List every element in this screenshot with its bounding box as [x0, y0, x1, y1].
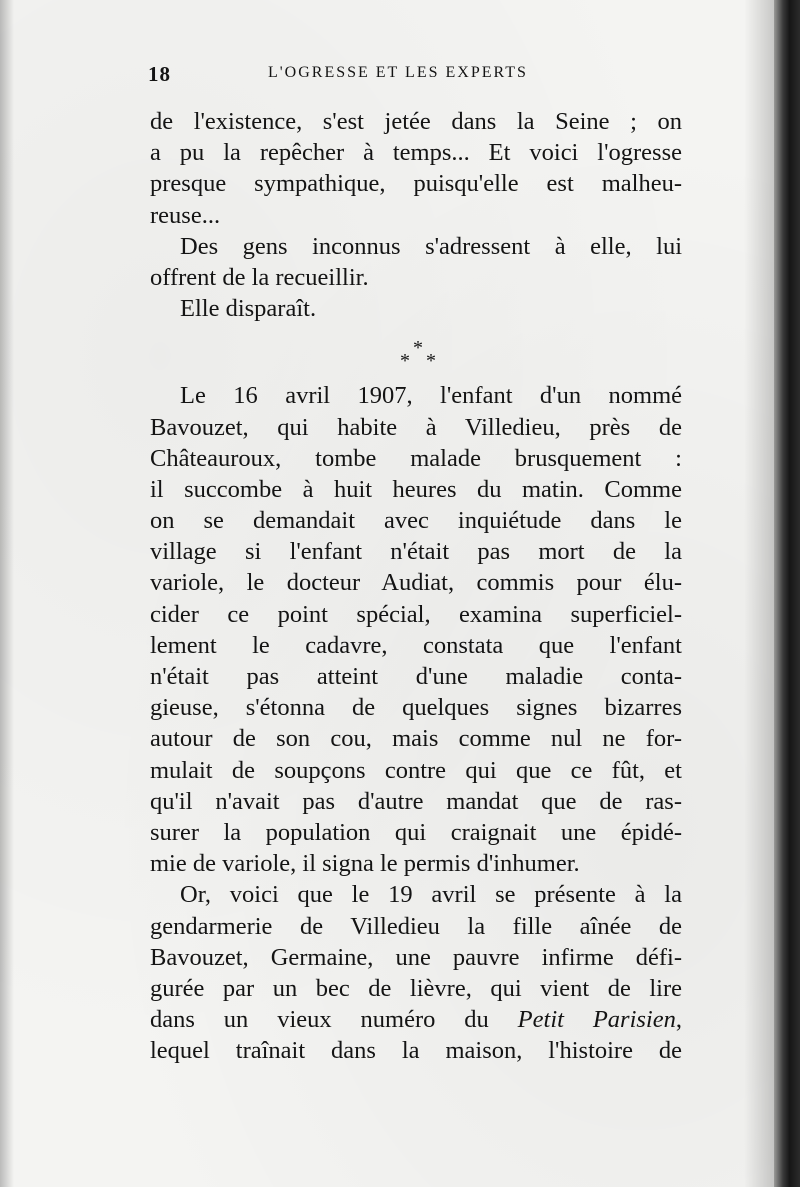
text-line: a pu la repêcher à temps... Et voici l'ogresse — [150, 139, 682, 167]
text-line: presque sympathique, puisqu'elle est malheu- — [150, 170, 682, 198]
text-line: village si l'enfant n'était pas mort de la — [150, 538, 682, 566]
text-line: cider ce point spécial, examina superficiel- — [150, 600, 682, 628]
binding-shadow — [744, 0, 774, 1187]
separator-star: * — [400, 350, 410, 373]
text-line: il succombe à huit heures du matin. Comme — [150, 475, 682, 503]
text-line: gendarmerie de Villedieu la fille aînée de — [150, 912, 682, 940]
text-line: Or, voici que le 19 avril se présente à la — [180, 881, 682, 909]
text-line: de l'existence, s'est jetée dans la Seine ; on — [150, 108, 682, 135]
page-left-edge — [0, 0, 14, 1187]
body-text — [150, 106, 682, 1066]
text-line: lement le cadavre, constata que l'enfant — [150, 631, 682, 659]
text-line: Bavouzet, Germaine, une pauvre infirme défi- — [150, 943, 682, 971]
text-line: mulait de soupçons contre qui que ce fût, et — [150, 756, 682, 784]
text-line: lequel traînait dans la maison, l'histoire de — [150, 1037, 682, 1065]
text-line: autour de son cou, mais comme nul ne for- — [150, 725, 682, 753]
text-line: offrent de la recueillir. — [150, 263, 369, 291]
page-number: 18 — [148, 62, 171, 86]
text-line: gieuse, s'étonna de quelques signes bizarres — [150, 694, 682, 722]
text-line: variole, le docteur Audiat, commis pour élu- — [150, 569, 682, 597]
text-line: on se demandait avec inquiétude dans le — [150, 507, 682, 535]
text-line: reuse... — [150, 201, 221, 229]
text-fragment: , — [675, 1006, 682, 1034]
running-title: L'OGRESSE ET LES EXPERTS — [268, 64, 528, 81]
text-line: Bavouzet, qui habite à Villedieu, près de — [150, 413, 682, 441]
text-line: mie de variole, il signa le permis d'inhumer. — [150, 850, 580, 878]
text-line: qu'il n'avait pas d'autre mandat que de ras- — [150, 787, 682, 815]
separator-star: * — [426, 350, 436, 373]
book-binding — [774, 0, 800, 1187]
text-line-with-title — [150, 1004, 682, 1035]
text-line: n'était pas atteint d'une maladie conta- — [150, 663, 682, 690]
text-line: Des gens inconnus s'adressent à elle, lui — [180, 232, 682, 260]
newspaper-title: Petit Parisien — [517, 1006, 676, 1034]
text-line: Le 16 avril 1907, l'enfant d'un nommé — [180, 382, 682, 410]
text-line: Châteauroux, tombe malade brusquement : — [150, 444, 682, 472]
text-line: surer la population qui craignait une épidé- — [150, 818, 682, 846]
text-fragment: dans un vieux numéro du — [150, 1006, 518, 1034]
running-head — [148, 62, 688, 90]
text-line: gurée par un bec de lièvre, qui vient de lire — [150, 974, 682, 1002]
text-line: Elle disparaît. — [180, 295, 317, 323]
section-separator — [150, 324, 682, 380]
separator-star: * — [413, 337, 423, 360]
